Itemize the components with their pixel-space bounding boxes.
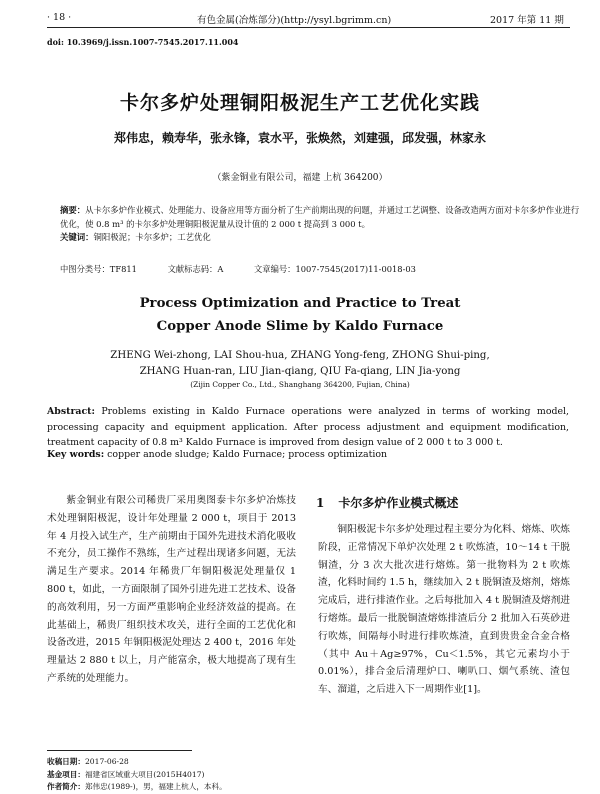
keywords-english: [47, 449, 569, 460]
title-english: Process Optimization and Practice to Treat Copper Anode Slime by Kaldo Furnace: [139, 296, 461, 334]
title-chinese: 卡尔多炉处理铜阳极泥生产工艺优化实践: [119, 92, 480, 114]
page-number: · 18 ·: [47, 12, 72, 23]
keywords-en-label: Key words:: [47, 449, 105, 460]
journal-name: 有色金属(冶炼部分)(http://ysyl.bgrimm.cn): [197, 15, 392, 26]
abstract-cn-label: 摘要：: [60, 205, 86, 215]
clc-number: 中图分类号：TF811: [60, 264, 137, 274]
keywords-cn-label: 关键词：: [60, 232, 94, 242]
footnote: [47, 756, 227, 794]
affiliation-english: (Zijin Copper Co., Ltd., Shanghang 364200, Fujian, China): [190, 380, 410, 389]
authors-english: ZHENG Wei-zhong, LAI Shou-hua, ZHANG Yong-feng, ZHONG Shui-ping, ZHANG Huan-ran, LIU Jian-qiang, QIU Fa-qiang, LIN Jia-yong: [110, 350, 490, 377]
authors-chinese: 郑伟忠，赖寿华，张永锋，袁水平，张焕然，刘建强，邱发强，林家永: [113, 131, 486, 145]
keywords-cn-text: 铜阳极泥；卡尔多炉；工艺优化: [93, 232, 211, 242]
article-id: 文章编号：1007-7545(2017)11-0018-03: [253, 264, 416, 274]
body-paragraph-left: 紫金铜业有限公司稀贵厂采用奥图泰卡尔多炉冶炼技术处理铜阳极泥，设计年处理量 2 000 t，项目于 2013 年 4 月投入试生产，生产前期由于国外先进技术消化吸收不充分，员工操作不熟练，生产过程出现诸多问题，无法满足生产要求。2014 年稀贵厂年铜阳极泥处理量仅 1 800 t，如此，一方面限制了国外引进先进工艺技术、设备的高效利用，另一方面严重影响企业经济效益的提高。在此基础上，稀贵厂组织技术攻关，进行全面的工艺优化和设备改进，2015 年铜阳极泥处理达 2 400 t，2016 年处理量达 2 880 t 以上，月产能富余，极大地提高了现有生产系统的处理能力。: [47, 495, 296, 684]
bio-text: 郑伟忠(1989-)，男，福建上杭人，本科。: [84, 782, 227, 791]
header-rule: [47, 27, 570, 28]
bio-label: 作者简介：: [47, 782, 85, 791]
abstract-cn-text: 从卡尔多炉作业模式、处理能力、设备应用等方面分析了生产前期出现的问题，并通过工艺调整、设备改造两方面对卡尔多炉作业进行优化，使 0.8 m³ 的卡尔多炉处理铜阳极泥量从设计值的 2 000 t 提高到 3 000 t。: [60, 205, 580, 229]
keywords-en-text: copper anode sludge; Kaldo Furnace; process optimization: [107, 449, 388, 460]
abstract-en-label: Abstract:: [47, 406, 95, 417]
received-date: 2017-06-28: [84, 757, 129, 766]
doi: doi: 10.3969/j.issn.1007-7545.2017.11.004: [47, 37, 239, 47]
body-paragraph-right: 铜阳极泥卡尔多炉处理过程主要分为化料、熔炼、吹炼阶段，正常情况下单炉次处理 2 t 吹炼渣，10～14 t 干脱铜渣，分 3 次大批次进行熔炼。第一批物料为 2 t 吹炼渣，化料时间约 1.5 h，继续加入 2 t 脱铜渣及熔剂，熔炼完成后，进行排渣作业。之后每批加入 4 t 脱铜渣及熔剂进行熔炼。最后一批脱铜渣熔炼排渣后分 2 批加入石英砂进行吹炼，间隔每小时进行排吹炼渣，直到贵贵金合金合格（其中 Au＋Ag≥97%，Cu＜1.5%，其它元素均小于 0.01%），排合金后清理炉口、喇叭口、烟气系统、渣包车、溜道，之后进入下一周期作业[1]。: [318, 524, 570, 696]
abstract-english: [47, 404, 569, 451]
classification-line: [60, 263, 580, 275]
affiliation-chinese: （紫金铜业有限公司，福建 上杭 364200）: [212, 173, 388, 183]
fund-text: 福建省区域重大项目(2015H4017): [84, 769, 205, 779]
fund-label: 基金项目：: [47, 769, 85, 779]
received-label: 收稿日期：: [47, 757, 85, 766]
abstract-chinese: [60, 204, 580, 245]
abstract-en-text: Problems existing in Kaldo Furnace operations were analyzed in terms of working model, processing capacity and equipment application. After process adjustment and equipment modification, treatment capacity of 0.8 m³ Kaldo Furnace is improved from design value of 2 000 t to 3 000 t.: [47, 406, 569, 448]
section-heading: [316, 494, 472, 511]
issue-label: 2017 年第 11 期: [490, 15, 564, 26]
section-title: 卡尔多炉作业模式概述: [338, 496, 459, 510]
section-number: 1: [316, 496, 325, 510]
footnote-rule: [47, 750, 192, 751]
document-code: 文献标志码：A: [167, 264, 224, 274]
